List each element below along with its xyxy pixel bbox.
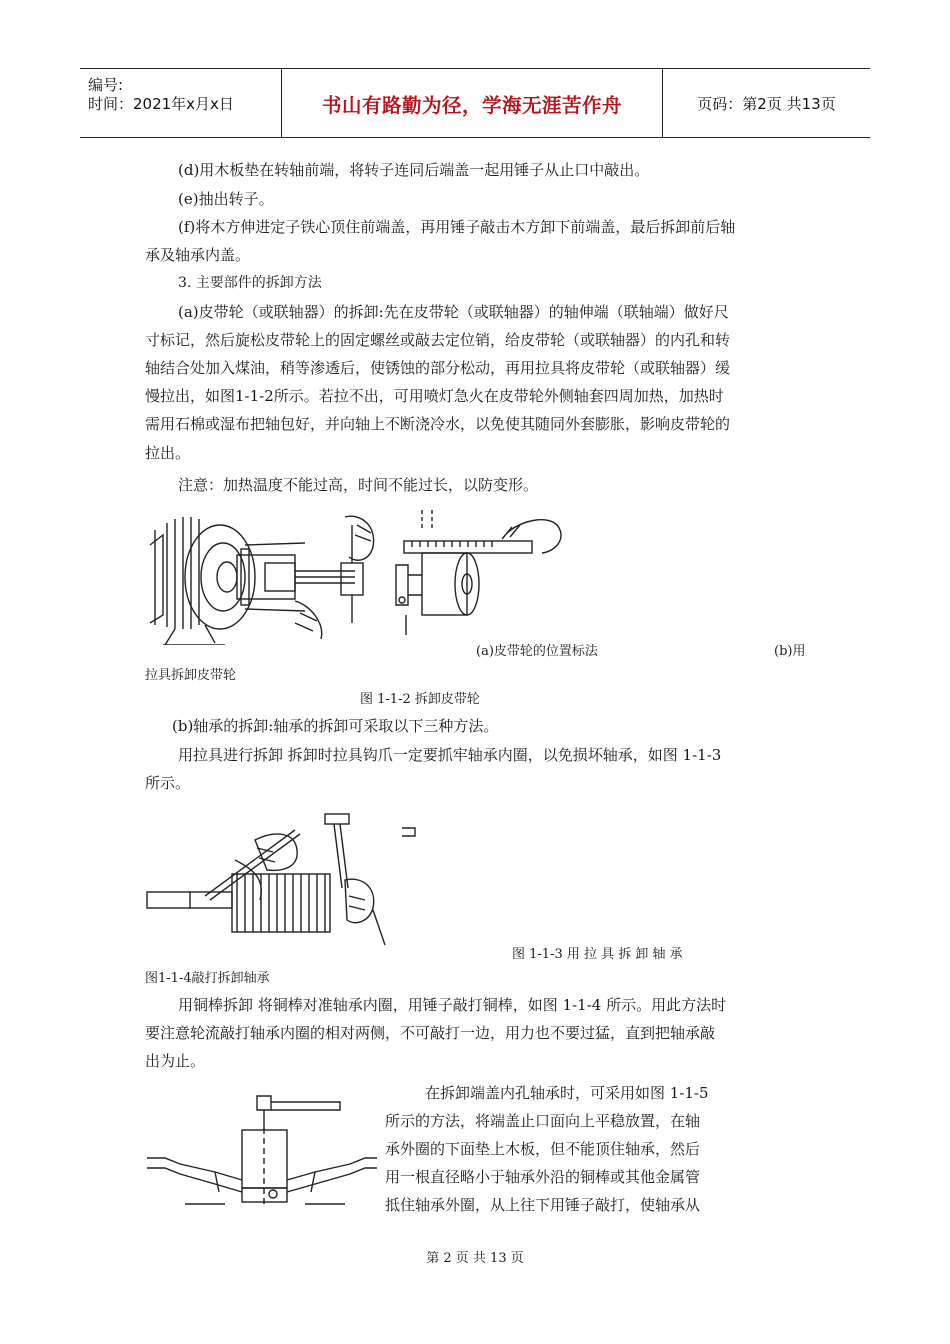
header-page-cell	[663, 69, 870, 137]
paragraph-e: (e)抽出转子。	[178, 190, 274, 208]
paragraph-b1-line1: 用拉具进行拆卸 拆卸时拉具钩爪一定要抓牢轴承内圈，以免损坏轴承，如图 1-1-3	[178, 746, 722, 764]
paragraph-d2-line4: 用一根直径略小于轴承外沿的铜棒或其他金属管	[385, 1168, 701, 1186]
paragraph-a-line1: (a)皮带轮（或联轴器）的拆卸:先在皮带轮（或联轴器）的轴伸端（联轴端）做好尺	[178, 303, 729, 321]
caption-a-pulley-marking: (a)皮带轮的位置标法	[476, 644, 598, 659]
paragraph-f-line1: (f)将木方伸进定子铁心顶住前端盖，再用锤子敲击木方卸下前端盖，最后拆卸前后轴	[178, 218, 736, 236]
paragraph-a-line6: 拉出。	[145, 444, 191, 462]
figure-puller-pulley-illustration	[145, 505, 390, 645]
paragraph-a-line5: 需用石棉或湿布把轴包好，并向轴上不断浇冷水，以免使其随同外套膨胀，影响皮带轮的	[145, 415, 731, 433]
caption-figure-1-1-4: 图1-1-4敲打拆卸轴承	[145, 971, 270, 986]
paragraph-b: (b)轴承的拆卸:轴承的拆卸可采取以下三种方法。	[172, 717, 499, 735]
paragraph-d2-line2: 所示的方法，将端盖止口面向上平稳放置，在轴	[385, 1112, 701, 1130]
caption-b-part2: 拉具拆卸皮带轮	[145, 668, 237, 683]
caption-figure-1-1-3: 图 1-1-3 用 拉 具 拆 卸 轴 承	[512, 947, 683, 962]
figure-1-1-2-caption: 图 1-1-2 拆卸皮带轮	[360, 692, 480, 707]
paragraph-d: (d)用木板垫在转轴前端，将转子连同后端盖一起用锤子从止口中敲出。	[178, 161, 650, 179]
paragraph-a-line4: 慢拉出，如图1-1-2所示。若拉不出，可用喷灯急火在皮带轮外侧轴套四周加热，加热时	[145, 387, 724, 405]
page-header	[80, 68, 870, 138]
paragraph-c-line1: 用铜棒拆卸 将铜棒对准轴承内圈，用锤子敲打铜棒，如图 1-1-4 所示。用此方法时	[178, 996, 727, 1014]
figure-end-cap-bearing-illustration	[145, 1088, 380, 1218]
section-heading-3: 3. 主要部件的拆卸方法	[178, 275, 322, 291]
paragraph-c-line2: 要注意轮流敲打轴承内圈的相对两侧，不可敲打一边，用力也不要过猛，直到把轴承敲	[145, 1024, 716, 1042]
paragraph-b1-line2: 所示。	[145, 774, 191, 792]
paragraph-f-line2: 承及轴承内盖。	[145, 246, 251, 264]
header-page-info: 页码：第2页 共13页	[697, 95, 836, 113]
paragraph-d2-line5: 抵住轴承外圈，从上往下用锤子敲打，使轴承从	[385, 1196, 701, 1214]
header-meta-cell	[80, 69, 282, 137]
paragraph-d2-line1: 在拆卸端盖内孔轴承时，可采用如图 1-1-5	[425, 1084, 709, 1102]
paragraph-a-line3: 轴结合处加入煤油，稍等渗透后，使锈蚀的部分松动，再用拉具将皮带轮（或联轴器）缓	[145, 359, 731, 377]
paragraph-c-line3: 出为止。	[145, 1052, 206, 1070]
figure-bearing-removal-illustration	[145, 800, 420, 950]
figure-pulley-marking-illustration	[392, 505, 572, 645]
header-motto-cell	[282, 69, 663, 137]
page-footer: 第 2 页 共 13 页	[426, 1251, 524, 1266]
header-motto: 书山有路勤为径，学海无涯苦作舟	[321, 94, 622, 117]
paragraph-d2-line3: 承外圈的下面垫上木板，但不能顶住轴承，然后	[385, 1140, 701, 1158]
paragraph-a-line2: 寸标记，然后旋松皮带轮上的固定螺丝或敲去定位销，给皮带轮（或联轴器）的内孔和转	[145, 331, 731, 349]
document-number-label: 编号:	[88, 76, 124, 94]
document-time-label: 时间：2021年x月x日	[88, 95, 234, 113]
note-line: 注意：加热温度不能过高，时间不能过长，以防变形。	[178, 476, 539, 494]
caption-b-part1: (b)用	[774, 644, 806, 659]
